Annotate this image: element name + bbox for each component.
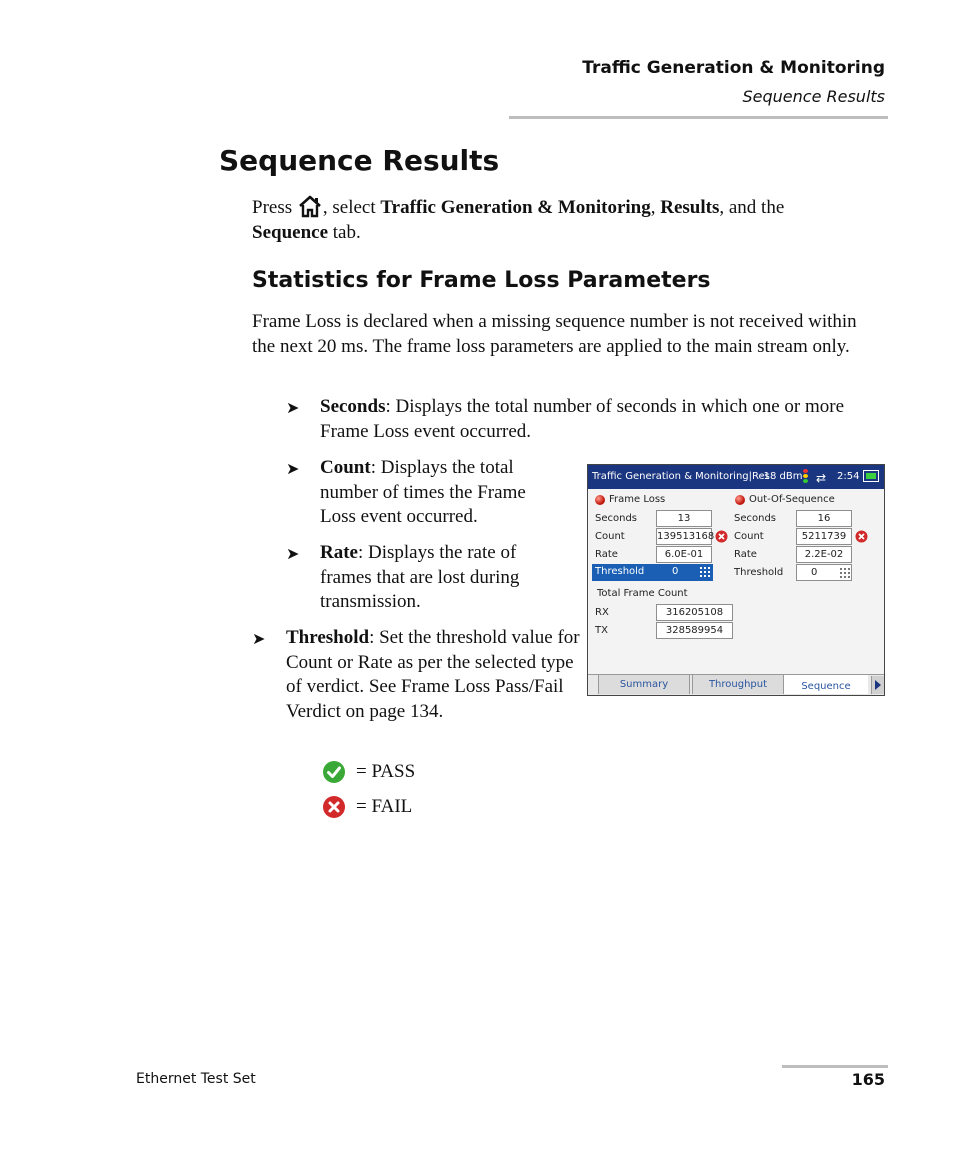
fl-threshold-value[interactable]: 0 — [672, 566, 679, 577]
oos-rate-value: 2.2E-02 — [796, 546, 852, 563]
page-number: 165 — [851, 1070, 885, 1089]
oos-threshold-value[interactable]: 0 — [796, 564, 852, 581]
intro-and-the: , and the — [719, 197, 785, 218]
fl-seconds-value: 13 — [656, 510, 712, 527]
tx-value: 328589954 — [656, 622, 733, 639]
device-tab-bar — [588, 674, 884, 695]
bullet-term: Seconds — [320, 396, 386, 417]
frame-loss-label: Frame Loss — [609, 494, 666, 505]
fl-rate-label: Rate — [595, 549, 618, 560]
bullet-term: Count — [320, 457, 371, 478]
intro-comma: , — [650, 197, 661, 218]
battery-icon — [863, 470, 879, 482]
bullet-count — [286, 456, 566, 530]
tab-summary[interactable]: Summary — [598, 675, 690, 694]
fail-x-icon — [322, 795, 346, 819]
transfer-arrows-icon: ⇄ — [816, 471, 827, 485]
oos-seconds-label: Seconds — [734, 513, 777, 524]
bullet-body — [320, 395, 876, 444]
bullet-text: : Set the threshold value for Count or Rate as per the selected type of verdict. See Frame Loss Pass/Fail Verdict on page 134. — [286, 627, 580, 722]
bullet-text: : Displays the total number of seconds in which one or more Frame Loss event occurred. — [320, 396, 845, 442]
tab-throughput[interactable]: Throughput — [692, 675, 784, 694]
bullet-arrow-icon: ➤ — [252, 631, 266, 648]
fl-rate-value: 6.0E-01 — [656, 546, 712, 563]
legend-fail — [322, 795, 412, 819]
rx-label: RX — [595, 607, 609, 618]
running-header-chapter: Traffic Generation & Monitoring — [582, 58, 885, 78]
legend-pass-text: = PASS — [356, 761, 416, 782]
bullet-arrow-icon: ➤ — [286, 400, 300, 417]
footer-rule — [782, 1065, 888, 1068]
oos-status-icon — [735, 495, 745, 505]
device-title: Traffic Generation & Monitoring|Res — [592, 471, 770, 482]
pass-check-icon — [322, 760, 346, 784]
bullet-body — [286, 626, 582, 724]
legend-fail-text: = FAIL — [356, 796, 413, 817]
traffic-light-icon — [803, 469, 809, 485]
device-time: 2:54 — [837, 471, 860, 482]
description-paragraph: Frame Loss is declared when a missing sequence number is not received within the next 20 ms. The frame loss parameters are applied to the main stream only. — [252, 311, 857, 357]
bullet-rate — [286, 541, 566, 615]
bullet-body — [320, 456, 566, 530]
fl-threshold-label: Threshold — [595, 566, 645, 577]
bullet-arrow-icon: ➤ — [286, 461, 300, 478]
fl-count-label: Count — [595, 531, 625, 542]
tab-scroll-right-icon[interactable] — [871, 676, 884, 694]
device-title-bar — [588, 465, 884, 489]
header-rule — [509, 116, 888, 119]
intro-press: Press — [252, 197, 297, 218]
bullet-threshold — [252, 626, 582, 724]
device-power-level: -18 dBm — [760, 471, 803, 482]
bullet-body — [320, 541, 566, 615]
legend-pass — [322, 760, 415, 784]
intro-results: Results — [660, 197, 720, 218]
intro-tab-name: Sequence — [252, 221, 328, 243]
keypad-icon[interactable] — [700, 567, 710, 577]
intro-paragraph — [252, 194, 862, 245]
oos-count-label: Count — [734, 531, 764, 542]
oos-count-fail-icon — [855, 530, 868, 543]
fl-threshold-row[interactable] — [592, 564, 713, 581]
oos-seconds-value: 16 — [796, 510, 852, 527]
oos-count-value: 5211739 — [796, 528, 852, 545]
bullet-seconds — [286, 395, 876, 444]
bullet-term: Threshold — [286, 627, 370, 648]
rx-value: 316205108 — [656, 604, 733, 621]
bullet-text: : Displays the total number of times the Frame Loss event occurred. — [320, 457, 526, 527]
bullet-text: : Displays the rate of frames that are lost during transmission. — [320, 542, 520, 612]
home-icon — [297, 194, 323, 218]
bullet-term: Rate — [320, 542, 358, 563]
device-screenshot — [587, 464, 885, 696]
fl-count-fail-icon — [715, 530, 728, 543]
oos-label: Out-Of-Sequence — [749, 494, 835, 505]
footer-product: Ethernet Test Set — [136, 1071, 256, 1087]
oos-threshold-label: Threshold — [734, 567, 784, 578]
oos-rate-label: Rate — [734, 549, 757, 560]
frame-loss-status-icon — [595, 495, 605, 505]
intro-select: , select — [322, 197, 381, 218]
fl-count-value: 139513168 — [656, 528, 712, 545]
tab-sequence[interactable]: Sequence — [784, 675, 868, 694]
tx-label: TX — [595, 625, 608, 636]
total-frame-count-label: Total Frame Count — [597, 588, 688, 599]
running-header-section: Sequence Results — [742, 87, 885, 106]
page-title: Sequence Results — [219, 144, 500, 177]
intro-menu-name: Traffic Generation & Monitoring — [380, 197, 651, 218]
section-title: Statistics for Frame Loss Parameters — [252, 268, 711, 293]
bullet-arrow-icon: ➤ — [286, 546, 300, 563]
intro-tab-suffix: tab. — [328, 221, 361, 243]
keypad-icon[interactable] — [840, 568, 850, 578]
fl-seconds-label: Seconds — [595, 513, 638, 524]
